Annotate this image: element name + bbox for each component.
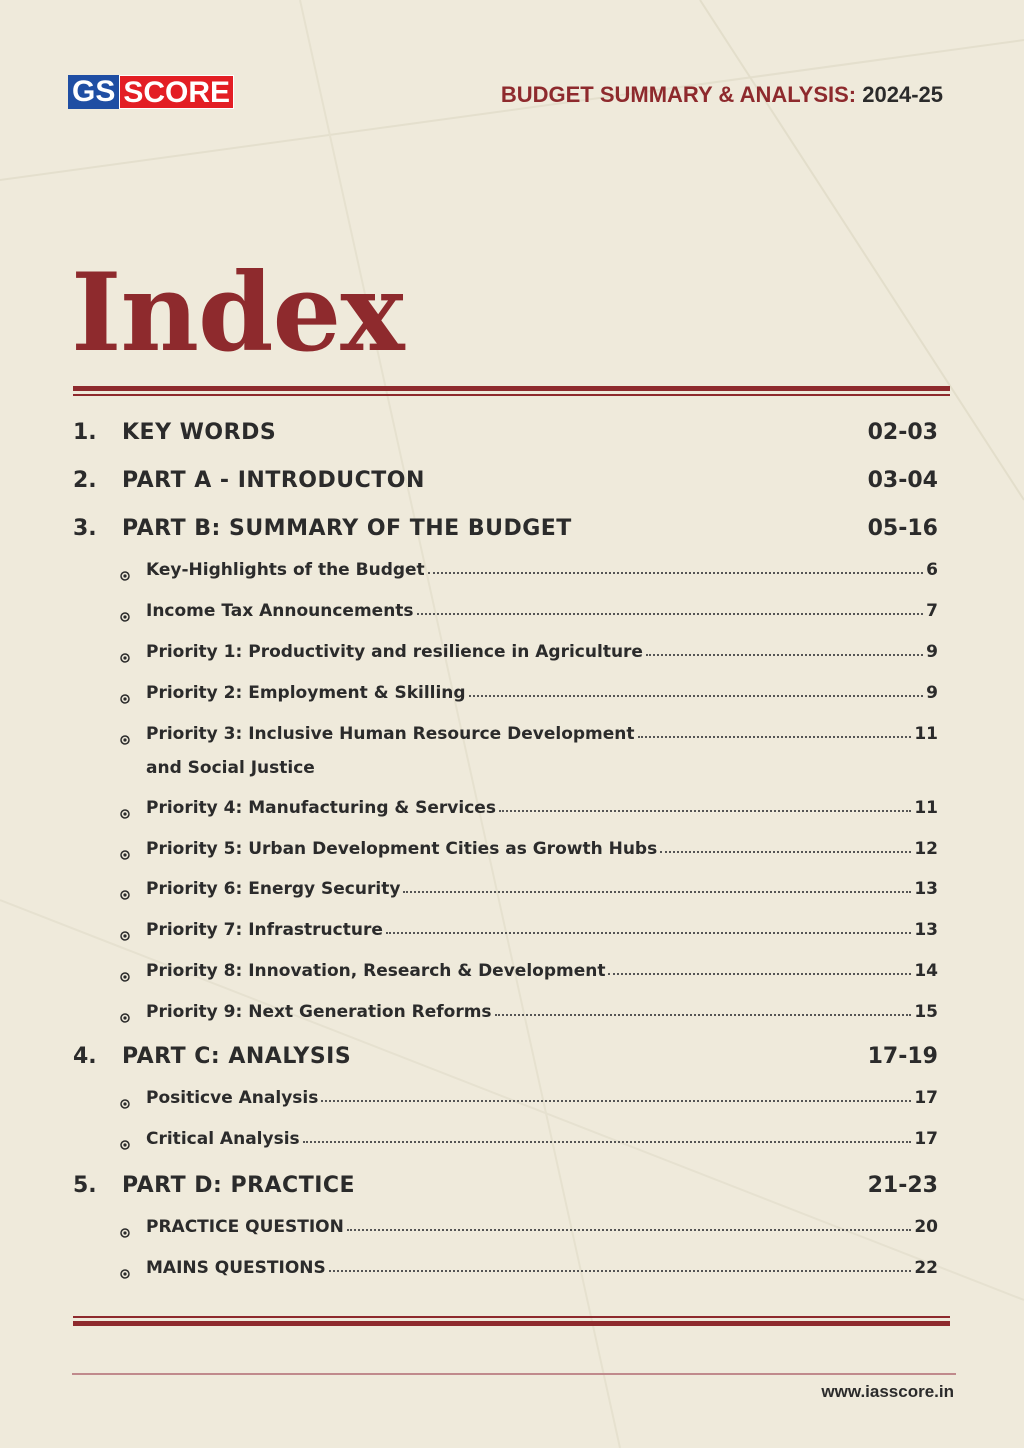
toc-item-label[interactable]: Priority 2: Employment & Skilling xyxy=(146,683,466,703)
dot-leader xyxy=(386,932,911,934)
dot-leader xyxy=(469,695,924,697)
dot-leader xyxy=(403,891,911,893)
toc-item-page: 6 xyxy=(926,560,938,580)
toc-item-page: 9 xyxy=(926,642,938,662)
toc-item-label[interactable]: Positicve Analysis xyxy=(146,1088,319,1108)
dot-leader xyxy=(495,1014,912,1016)
document-header xyxy=(501,82,943,108)
toc-item-page: 11 xyxy=(914,724,938,744)
bullet-icon xyxy=(120,1135,130,1145)
section-title[interactable]: KEY WORDS xyxy=(122,420,277,445)
dot-leader xyxy=(608,973,911,975)
section-pages: 21-23 xyxy=(867,1173,938,1198)
toc-section[interactable] xyxy=(73,1163,938,1211)
bullet-icon xyxy=(120,845,130,855)
toc-item-page: 11 xyxy=(914,798,938,818)
bullet-icon xyxy=(120,566,130,576)
dot-leader xyxy=(417,613,924,615)
toc-item-label[interactable]: Critical Analysis xyxy=(146,1129,300,1149)
toc-item[interactable] xyxy=(120,873,938,913)
toc-item[interactable] xyxy=(120,955,938,995)
dot-leader xyxy=(347,1229,912,1231)
toc-item[interactable] xyxy=(120,1211,938,1251)
bullet-icon xyxy=(120,885,130,895)
toc-item[interactable] xyxy=(120,996,938,1036)
toc-item-page: 22 xyxy=(914,1258,938,1278)
bullet-icon xyxy=(120,804,130,814)
bullet-icon xyxy=(120,1223,130,1233)
header-year: 2024-25 xyxy=(862,82,943,107)
dot-leader xyxy=(660,851,911,853)
toc-item[interactable] xyxy=(120,792,938,832)
section-title[interactable]: PART D: PRACTICE xyxy=(122,1173,356,1198)
toc-item-label[interactable]: PRACTICE QUESTION xyxy=(146,1217,344,1237)
section-number: 5. xyxy=(73,1173,97,1198)
toc-item-page: 13 xyxy=(914,920,938,940)
page-title: Index xyxy=(71,250,404,376)
dot-leader xyxy=(303,1141,912,1143)
dot-leader xyxy=(646,654,923,656)
toc-item[interactable] xyxy=(120,718,938,778)
toc-item-page: 9 xyxy=(926,683,938,703)
toc-item-page: 20 xyxy=(914,1217,938,1237)
header-title: BUDGET SUMMARY & ANALYSIS: xyxy=(500,82,857,107)
toc-item[interactable] xyxy=(120,636,938,676)
dot-leader xyxy=(329,1270,912,1272)
bullet-icon xyxy=(120,967,130,977)
bullet-icon xyxy=(120,926,130,936)
toc-item[interactable] xyxy=(120,554,938,594)
bullet-icon xyxy=(120,1008,130,1018)
dot-leader xyxy=(321,1100,911,1102)
section-number: 3. xyxy=(73,516,97,541)
toc-section[interactable] xyxy=(73,506,938,554)
toc-item[interactable] xyxy=(120,1082,938,1122)
section-title[interactable]: PART B: SUMMARY OF THE BUDGET xyxy=(122,516,572,541)
bullet-icon xyxy=(120,730,130,740)
footer-divider xyxy=(72,1373,956,1375)
toc-item-label[interactable]: Priority 9: Next Generation Reforms xyxy=(146,1002,492,1022)
bullet-icon xyxy=(120,689,130,699)
toc-item[interactable] xyxy=(120,1123,938,1163)
toc-item-label[interactable]: Priority 4: Manufacturing & Services xyxy=(146,798,496,818)
dot-leader xyxy=(638,736,912,738)
toc-item[interactable] xyxy=(120,1252,938,1292)
toc-item-label[interactable]: Priority 3: Inclusive Human Resource Development xyxy=(146,724,635,744)
toc-item-label[interactable]: Priority 8: Innovation, Research & Development xyxy=(146,961,606,981)
toc-item-label[interactable]: Key-Highlights of the Budget xyxy=(146,560,425,580)
toc-item-page: 13 xyxy=(914,879,938,899)
dot-leader xyxy=(428,572,923,574)
bullet-icon xyxy=(120,1094,130,1104)
section-number: 1. xyxy=(73,420,97,445)
toc-item-page: 7 xyxy=(926,601,938,621)
section-pages: 02-03 xyxy=(867,420,938,445)
toc-section[interactable] xyxy=(73,458,938,506)
toc-item[interactable] xyxy=(120,677,938,717)
toc-item-page: 17 xyxy=(914,1088,938,1108)
bottom-divider xyxy=(73,1316,950,1326)
toc-item-label[interactable]: Priority 6: Energy Security xyxy=(146,879,401,899)
toc-item-label[interactable]: Priority 5: Urban Development Cities as Growth Hubs xyxy=(146,839,658,859)
toc-item-page: 12 xyxy=(914,839,938,859)
toc-item-label-continued: and Social Justice xyxy=(146,758,315,778)
bullet-icon xyxy=(120,607,130,617)
section-pages: 17-19 xyxy=(867,1044,938,1069)
toc-item[interactable] xyxy=(120,914,938,954)
section-number: 4. xyxy=(73,1044,97,1069)
toc-item-label[interactable]: Priority 7: Infrastructure xyxy=(146,920,383,940)
section-number: 2. xyxy=(73,468,97,493)
section-title[interactable]: PART C: ANALYSIS xyxy=(122,1044,352,1069)
section-pages: 03-04 xyxy=(867,468,938,493)
bullet-icon xyxy=(120,1264,130,1274)
toc-item-page: 17 xyxy=(914,1129,938,1149)
section-pages: 05-16 xyxy=(867,516,938,541)
toc-item-page: 14 xyxy=(914,961,938,981)
footer-website[interactable]: www.iasscore.in xyxy=(821,1382,954,1401)
toc-item[interactable] xyxy=(120,595,938,635)
top-divider xyxy=(73,386,950,396)
gsscore-logo xyxy=(68,75,234,109)
toc-item-label[interactable]: Priority 1: Productivity and resilience in Agriculture xyxy=(146,642,643,662)
toc-item[interactable] xyxy=(120,833,938,873)
toc-item-label[interactable]: Income Tax Announcements xyxy=(146,601,414,621)
toc-section[interactable] xyxy=(73,1034,938,1082)
bullet-icon xyxy=(120,648,130,658)
logo-gs-part: GS xyxy=(68,75,119,109)
toc-section[interactable] xyxy=(73,410,938,458)
section-title[interactable]: PART A - INTRODUCTON xyxy=(122,468,425,493)
toc-item-label[interactable]: MAINS QUESTIONS xyxy=(146,1258,326,1278)
toc-item-page: 15 xyxy=(914,1002,938,1022)
dot-leader xyxy=(499,810,911,812)
logo-score-part: SCORE xyxy=(119,75,234,109)
